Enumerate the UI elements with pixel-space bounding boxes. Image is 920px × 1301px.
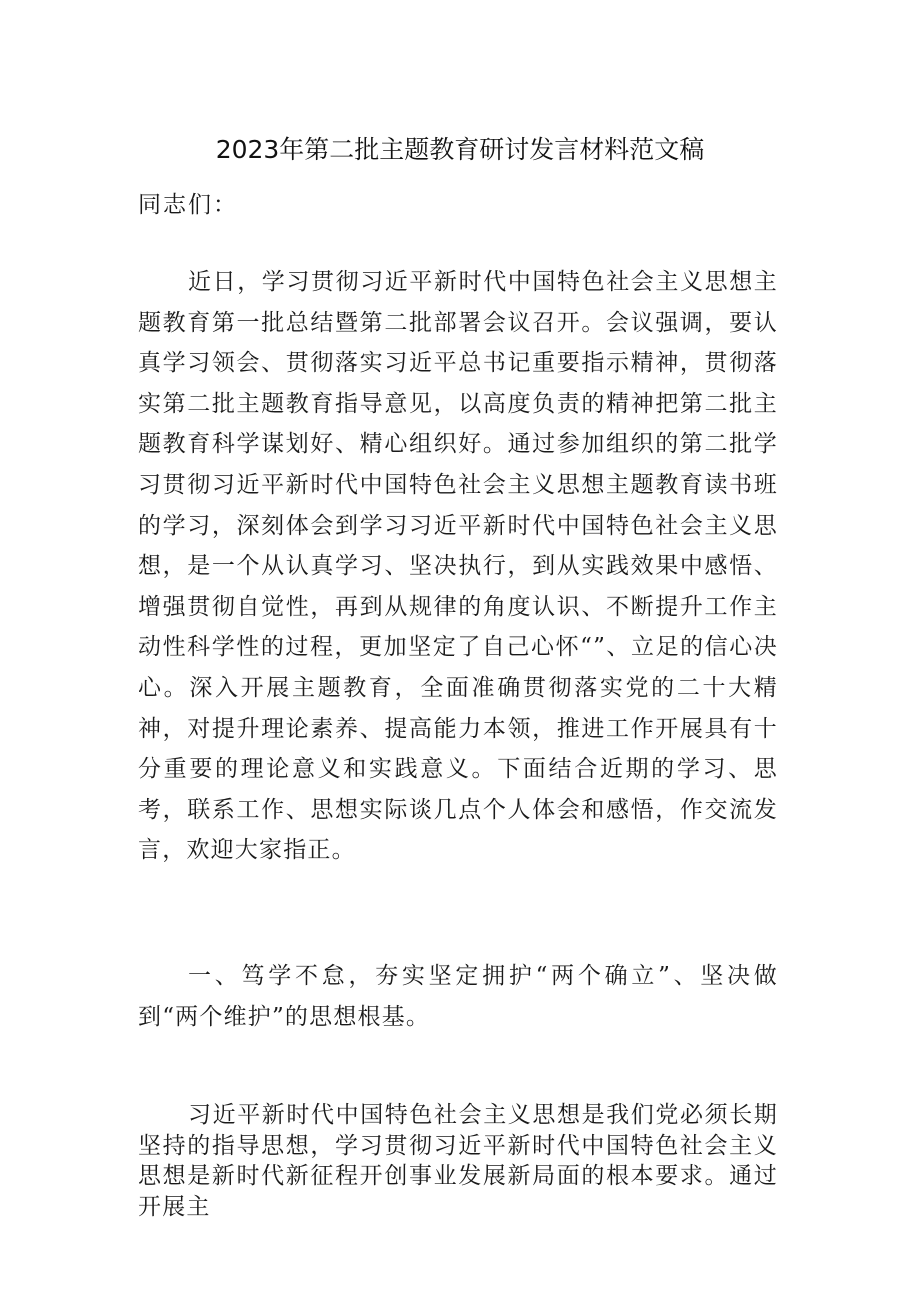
paragraph-section-1: 习近平新时代中国特色社会主义思想是我们党必须长期坚持的指导思想，学习贯彻习近平新时代中国特色社会主义思想是新时代新征程开创事业发展新局面的根本要求。通过开展主 bbox=[138, 1102, 778, 1220]
section-heading-1: 一、笃学不怠，夯实坚定拥护“两个确立”、坚决做到“两个维护”的思想根基。 bbox=[138, 963, 778, 1030]
salutation: 同志们： bbox=[138, 192, 238, 218]
paragraph-intro: 近日，学习贯彻习近平新时代中国特色社会主义思想主题教育第一批总结暨第二批部署会议召开。会议强调，要认真学习领会、贯彻落实习近平总书记重要指示精神，贯彻落实第二批主题教育指导意见，以高度负责的精神把第二批主题教育科学谋划好、精心组织好。通过参加组织的第二批学习贯彻习近平新时代中国特色社会主义思想主题教育读书班的学习，深刻体会到学习习近平新时代中国特色社会主义思想，是一个从认真学习、坚决执行，到从实践效果中感悟、增强贯彻自觉性，再到从规律的角度认识、不断提升工作主动性科学性的过程，更加坚定了自己心怀“”、立足的信心决心。深入开展主题教育，全面准确贯彻落实党的二十大精神，对提升理论素养、提高能力本领，推进工作开展具有十分重要的理论意义和实践意义。下面结合近期的学习、思考，联系工作、思想实际谈几点个人体会和感悟，作交流发言，欢迎大家指正。 bbox=[138, 269, 778, 864]
document-title: 2023年第二批主题教育研讨发言材料范文稿 bbox=[215, 135, 705, 164]
